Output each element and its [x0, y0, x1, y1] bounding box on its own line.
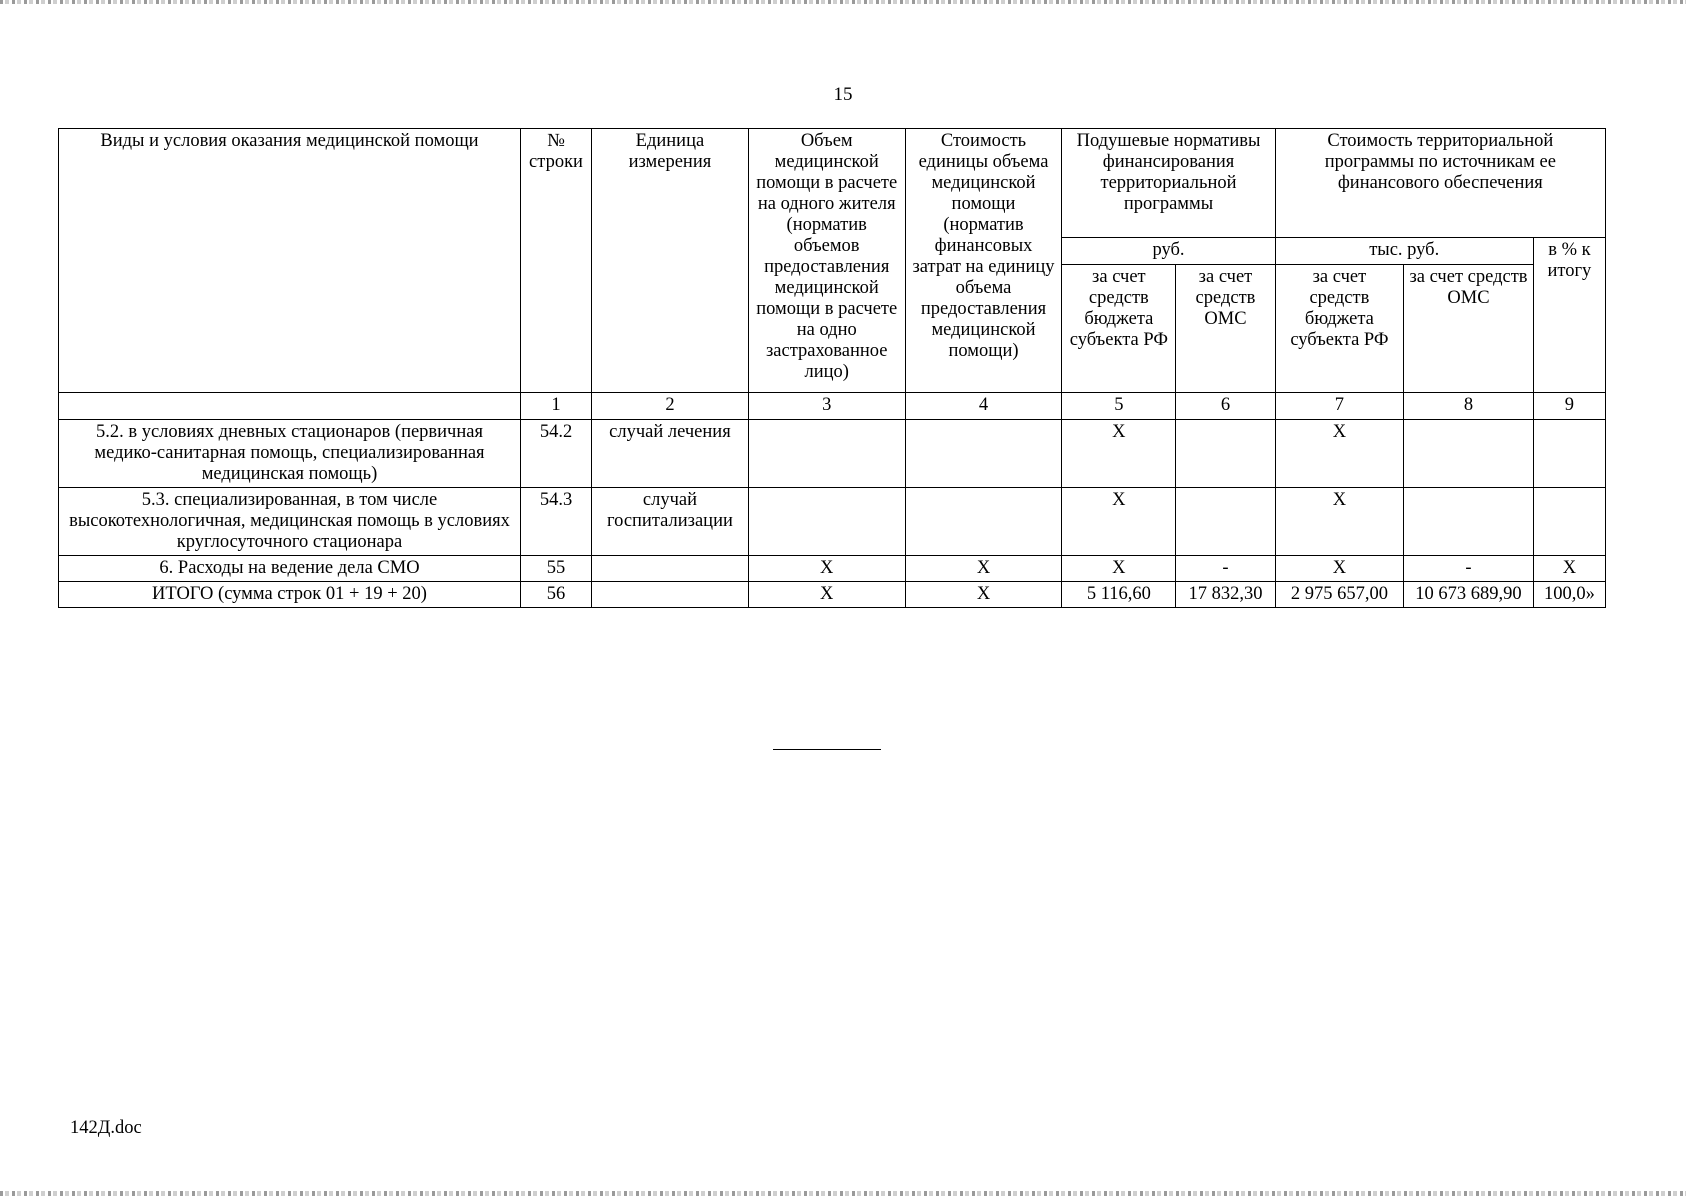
header-volume: Объем медицинской помощи в расчете на одного жителя (норматив объемов предоставления медицинской помощи в расчете на одно застрахованное лицо): [748, 129, 905, 393]
row-budget-thous: X: [1275, 556, 1404, 582]
header-per-capita-group: Подушевые нормативы финансирования территориальной программы: [1062, 129, 1275, 238]
row-budget-thous: X: [1275, 488, 1404, 556]
row-percent: 100,0»: [1533, 582, 1605, 608]
row-unit-cost: [905, 488, 1062, 556]
row-unit: случай лечения: [592, 420, 749, 488]
header-budget-subject-rub: за счет средств бюджета субъекта РФ: [1062, 265, 1176, 393]
row-oms-thous: -: [1404, 556, 1534, 582]
header-care-types: Виды и условия оказания медицинской помощи: [59, 129, 521, 393]
row-line-number: 54.2: [520, 420, 591, 488]
column-number: 8: [1404, 393, 1534, 420]
header-oms-rub: за счет средств ОМС: [1176, 265, 1275, 393]
column-number: 5: [1062, 393, 1176, 420]
table-row: [59, 488, 1606, 556]
row-volume: [748, 420, 905, 488]
row-budget-rub: X: [1062, 556, 1176, 582]
table-row: [59, 556, 1606, 582]
scan-edge-top: [0, 0, 1686, 4]
header-percent-total: в % к итогу: [1533, 238, 1605, 393]
row-oms-rub: 17 832,30: [1176, 582, 1275, 608]
row-unit: [592, 582, 749, 608]
row-volume: [748, 488, 905, 556]
table-row: [59, 420, 1606, 488]
row-budget-thous: X: [1275, 420, 1404, 488]
column-number: 3: [748, 393, 905, 420]
row-oms-thous: [1404, 420, 1534, 488]
row-line-number: 56: [520, 582, 591, 608]
row-line-number: 55: [520, 556, 591, 582]
separator-line: [773, 749, 881, 750]
column-number: 4: [905, 393, 1062, 420]
column-number-blank: [59, 393, 521, 420]
row-name: 6. Расходы на ведение дела СМО: [59, 556, 521, 582]
footer-file-name: 142Д.doc: [70, 1118, 142, 1138]
row-percent: [1533, 488, 1605, 556]
row-oms-thous: [1404, 488, 1534, 556]
header-row-1: [59, 129, 1606, 238]
row-name: 5.3. специализированная, в том числе высокотехнологичная, медицинская помощь в условиях круглосуточного стационара: [59, 488, 521, 556]
column-number: 2: [592, 393, 749, 420]
row-budget-thous: 2 975 657,00: [1275, 582, 1404, 608]
row-budget-rub: X: [1062, 488, 1176, 556]
row-name: ИТОГО (сумма строк 01 + 19 + 20): [59, 582, 521, 608]
row-percent: X: [1533, 556, 1605, 582]
column-number: 6: [1176, 393, 1275, 420]
header-budget-subject-thous: за счет средств бюджета субъекта РФ: [1275, 265, 1404, 393]
row-unit: случай госпитализации: [592, 488, 749, 556]
row-oms-rub: [1176, 488, 1275, 556]
column-number: 1: [520, 393, 591, 420]
column-numbers-row: [59, 393, 1606, 420]
row-volume: X: [748, 582, 905, 608]
column-number: 9: [1533, 393, 1605, 420]
row-oms-thous: 10 673 689,90: [1404, 582, 1534, 608]
row-unit-cost: [905, 420, 1062, 488]
row-unit-cost: X: [905, 556, 1062, 582]
scan-edge-bottom: [0, 1191, 1686, 1196]
row-oms-rub: [1176, 420, 1275, 488]
row-volume: X: [748, 556, 905, 582]
table-row-total: [59, 582, 1606, 608]
row-oms-rub: -: [1176, 556, 1275, 582]
row-percent: [1533, 420, 1605, 488]
header-cost-group: Стоимость территориальной программы по источникам ее финансового обеспечения: [1275, 129, 1605, 238]
header-rub: руб.: [1062, 238, 1275, 265]
row-budget-rub: 5 116,60: [1062, 582, 1176, 608]
header-line-number: № строки: [520, 129, 591, 393]
row-budget-rub: X: [1062, 420, 1176, 488]
header-unit: Единица измерения: [592, 129, 749, 393]
header-unit-cost: Стоимость единицы объема медицинской помощи (норматив финансовых затрат на единицу объема предоставления медицинской помощи): [905, 129, 1062, 393]
row-unit-cost: X: [905, 582, 1062, 608]
page-number: 15: [833, 84, 853, 105]
row-line-number: 54.3: [520, 488, 591, 556]
row-name: 5.2. в условиях дневных стационаров (первичная медико-санитарная помощь, специализированная медицинская помощь): [59, 420, 521, 488]
financing-table: [58, 128, 1606, 608]
header-oms-thous: за счет средств ОМС: [1404, 265, 1534, 393]
column-number: 7: [1275, 393, 1404, 420]
header-thous-rub: тыс. руб.: [1275, 238, 1533, 265]
row-unit: [592, 556, 749, 582]
